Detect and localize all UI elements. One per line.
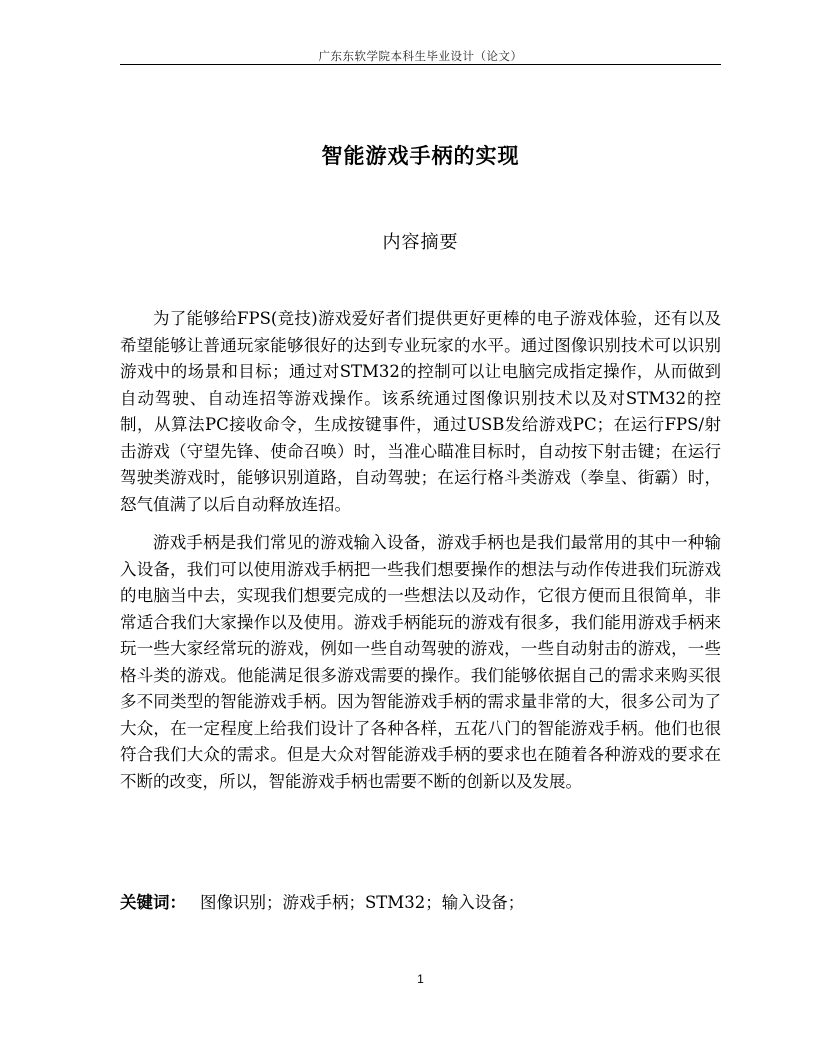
page-number: 1: [417, 972, 424, 986]
keywords-line: [120, 892, 721, 914]
abstract-heading: 内容摘要: [382, 232, 459, 253]
abstract-paragraph: 游戏手柄是我们常见的游戏输入设备，游戏手柄也是我们最常用的其中一种输入设备，我们可以使用游戏手柄把一些我们想要操作的想法与动作传进我们玩游戏的电脑当中去，实现我们想要完成的一些想法以及动作，它很方便而且很简单，非常适合我们大家操作以及使用。游戏手柄能玩的游戏有很多，我们能用游戏手柄来玩一些大家经常玩的游戏，例如一些自动驾驶的游戏，一些自动射击的游戏，一些格斗类的游戏。他能满足很多游戏需要的操作。我们能够依据自己的需求来购买很多不同类型的智能游戏手柄。因为智能游戏手柄的需求量非常的大，很多公司为了大众，在一定程度上给我们设计了各种各样，五花八门的智能游戏手柄。他们也很符合我们大众的需求。但是大众对智能游戏手柄的要求也在随着各种游戏的要求在不断的改变，所以，智能游戏手柄也需要不断的创新以及发展。: [120, 533, 721, 791]
header-divider: [120, 64, 721, 65]
keywords-label: 关键词：: [120, 893, 186, 912]
keywords-value: 图像识别；游戏手柄；STM32；输入设备；: [200, 893, 525, 912]
abstract-paragraph: 为了能够给FPS(竞技)游戏爱好者们提供更好更棒的电子游戏体验，还有以及希望能够让普通玩家能够很好的达到专业玩家的水平。通过图像识别技术可以识别游戏中的场景和目标；通过对STM32的控制可以让电脑完成指定操作，从而做到自动驾驶、自动连招等游戏操作。该系统通过图像识别技术以及对STM32的控制，从算法PC接收命令，生成按键事件，通过USB发给游戏PC；在运行FPS/射击游戏（守望先锋、使命召唤）时，当准心瞄准目标时，自动按下射击键；在运行驾驶类游戏时，能够识别道路，自动驾驶；在运行格斗类游戏（拳皇、街霸）时，怒气值满了以后自动释放连招。: [120, 309, 721, 514]
running-header: 广东东软学院本科生毕业设计（论文）: [318, 49, 523, 63]
document-title: 智能游戏手柄的实现: [321, 144, 520, 168]
abstract-body: [120, 306, 721, 807]
